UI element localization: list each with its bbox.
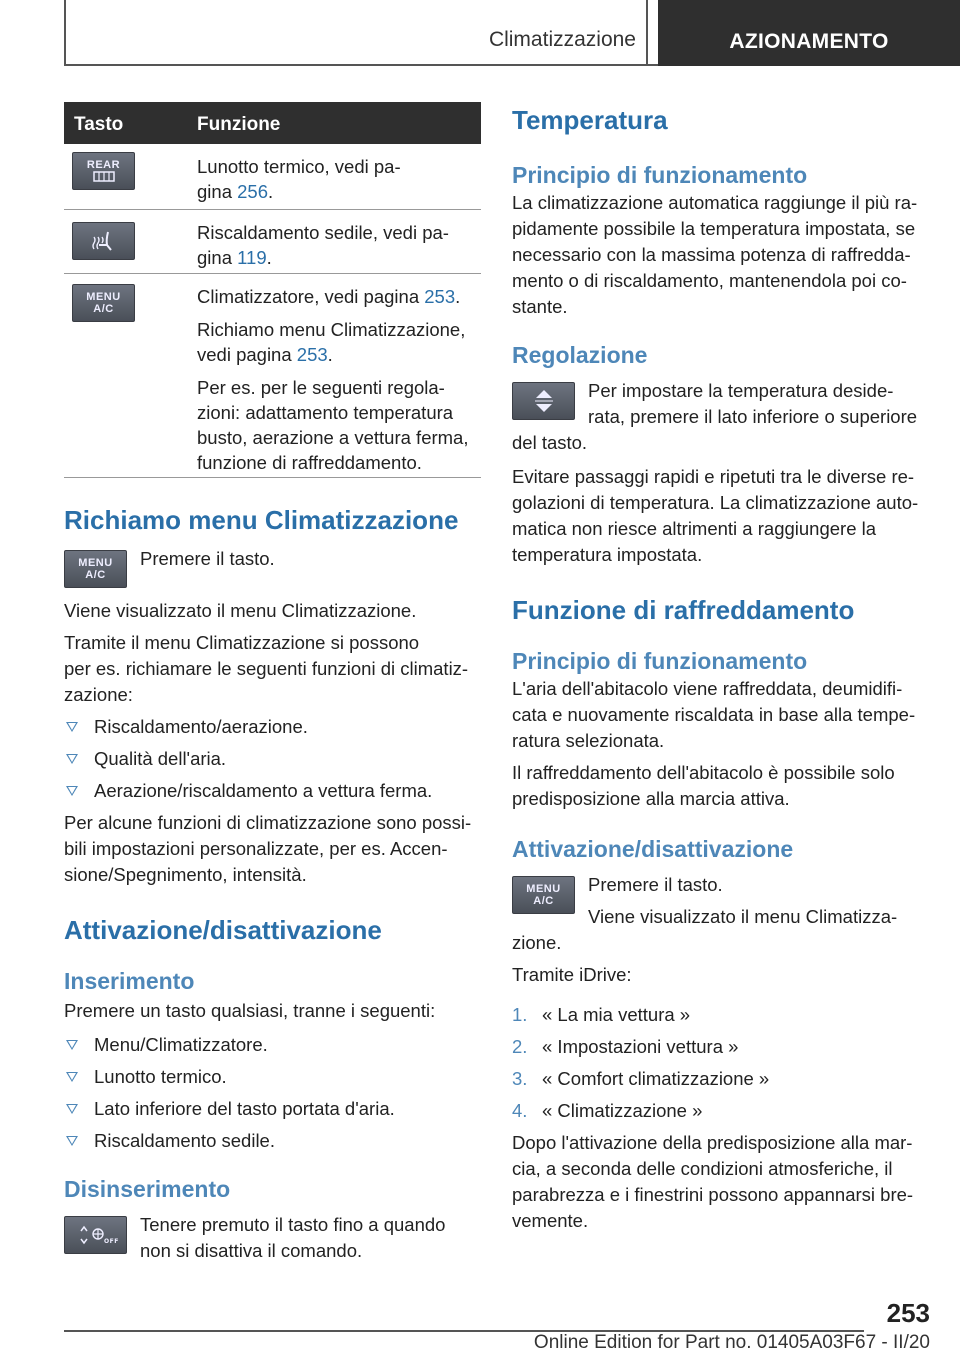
table-header-key: Tasto [74, 114, 124, 135]
step-number: 1. [512, 1004, 528, 1025]
cooling-text [512, 676, 932, 754]
table-header-function: Funzione [197, 114, 281, 135]
list-item [512, 1098, 932, 1124]
row3-p2-end: . [327, 344, 333, 365]
menu-p2a: Tramite il menu Climatizzazione si possono [64, 632, 420, 653]
heading-insert: Inserimento [64, 968, 195, 994]
bullet-triangle-icon [66, 1136, 78, 1146]
menu-p3 [64, 810, 481, 888]
menu-p3a: Per alcune funzioni di climatizzazione sono possi- [64, 812, 472, 833]
list-item [64, 714, 481, 740]
disable-text-a: Tenere premuto il tasto fino a quando [140, 1214, 446, 1235]
edition-text: Online Edition for Part no. 01405A03F67 - II/20 [533, 1332, 930, 1353]
menu-press-block [64, 546, 481, 592]
list-item [64, 778, 481, 804]
list-item [64, 1064, 481, 1090]
list-item [64, 746, 481, 772]
svg-text:OFF: OFF [103, 1238, 119, 1245]
step-text: « La mia vettura » [542, 1004, 691, 1025]
princ-b: pidamente possibile la temperatura impostata, se [512, 218, 916, 239]
principle-text [512, 190, 932, 320]
row2-text-a: Riscaldamento sedile, vedi pa- [197, 222, 449, 243]
bullet-triangle-icon [66, 1072, 78, 1082]
reg-a: Per impostare la temperatura deside- [588, 380, 894, 401]
att-b: Viene visualizzato il menu Climatizza- [588, 906, 898, 927]
end-c: parabrezza e i finestrini possono appannarsi bre- [512, 1184, 914, 1205]
raff-c: ratura selezionata. [512, 730, 665, 751]
regulation-text [512, 378, 932, 456]
reg2-c: matica non riesce altrimenti a raggiungere la [512, 518, 877, 539]
menu-ac-button-icon: MENU A/C [72, 284, 135, 322]
att-c: zione. [512, 932, 562, 953]
raff2-a: Il raffreddamento dell'abitacolo è possibile solo [512, 762, 895, 783]
list-item-text: Menu/Climatizzatore. [94, 1034, 268, 1055]
menu-p2c: zazione: [64, 684, 133, 705]
end-d: vemente. [512, 1210, 589, 1231]
row3-p1: Climatizzatore, vedi pagina [197, 286, 425, 307]
list-item [512, 1066, 932, 1092]
activation-text [512, 872, 932, 898]
header-right-rule [646, 0, 648, 66]
table-row [64, 144, 481, 210]
step-text: « Impostazioni vettura » [542, 1036, 739, 1057]
list-item-text: Lato inferiore del tasto portata d'aria. [94, 1098, 395, 1119]
list-item [64, 1128, 481, 1154]
seat-heating-button-icon [72, 222, 135, 260]
list-item-text: Aerazione/riscaldamento a vettura ferma. [94, 780, 433, 801]
step-number: 3. [512, 1068, 528, 1089]
list-item-text: Riscaldamento sedile. [94, 1130, 275, 1151]
menu-ac-key-icon: MENU A/C [64, 550, 127, 588]
row3-p3c: busto, aerazione a vettura ferma, [197, 427, 469, 448]
list-item [64, 1032, 481, 1058]
regulation-block [512, 378, 932, 456]
disable-block [64, 1212, 481, 1268]
list-item [64, 1096, 481, 1122]
raff-b: cata e nuovamente riscaldata in base alla tempe- [512, 704, 916, 725]
bullet-triangle-icon [66, 786, 78, 796]
heading-menu: Richiamo menu Climatizzazione [64, 505, 459, 535]
cooling-text-2 [512, 760, 932, 812]
princ-d: mento o di riscaldamento, mantenendola poi co- [512, 270, 907, 291]
list-item [512, 1034, 932, 1060]
row1-text-a: Lunotto termico, vedi pa- [197, 156, 401, 177]
att-a: Premere il tasto. [588, 874, 723, 895]
princ-e: stante. [512, 296, 568, 317]
row1-text-b: gina [197, 181, 238, 202]
row3-p3: Per es. per le seguenti regola- [197, 377, 445, 398]
heading-principle-2: Principio di funzionamento [512, 648, 808, 674]
menu-p3b: bili impostazioni personalizzate, per es. Accen- [64, 838, 448, 859]
step-number: 4. [512, 1100, 528, 1121]
activation-block [512, 872, 932, 956]
raff2-b: predisposizione alla marcia attiva. [512, 788, 790, 809]
menu-p2 [64, 630, 481, 708]
menu-ac-key-icon: MENU A/C [512, 876, 575, 914]
temperature-rocker-key-icon [512, 382, 575, 420]
row2-text-b: gina [197, 247, 238, 268]
step-number: 2. [512, 1036, 528, 1057]
row3-p1-end: . [455, 286, 461, 307]
princ-c: necessario con la massima potenza di raffredda- [512, 244, 911, 265]
step-text: « Climatizzazione » [542, 1100, 703, 1121]
bullet-triangle-icon [66, 722, 78, 732]
list-item-text: Riscaldamento/aerazione. [94, 716, 308, 737]
list-item-text: Lunotto termico. [94, 1066, 227, 1087]
table-header [64, 102, 481, 144]
row3-p3d: funzione di raffreddamento. [197, 452, 422, 473]
page-link-256[interactable]: 256 [237, 181, 268, 202]
rear-defrost-button-icon: REAR [72, 152, 135, 190]
reg2-a: Evitare passaggi rapidi e ripetuti tra le diverse re- [512, 466, 915, 487]
activation-text-2 [512, 904, 932, 956]
heading-activation-2: Attivazione/disattivazione [512, 836, 794, 862]
page-link-119[interactable]: 119 [237, 247, 267, 268]
menu-press-text: Premere il tasto. [140, 548, 275, 569]
right-column [512, 100, 932, 1234]
page-number: 253 [886, 1298, 930, 1328]
heading-principle: Principio di funzionamento [512, 162, 808, 188]
row3-p2b: vedi pagina [197, 344, 297, 365]
header-chapter: AZIONAMENTO [658, 0, 960, 66]
reg2-b: golazioni di temperatura. La climatizzazione auto- [512, 492, 919, 513]
row3-p2a: Richiamo menu Climatizzazione, [197, 319, 466, 340]
final-text [512, 1130, 932, 1234]
table-row [64, 210, 481, 274]
row3-p3b: zioni: adattamento temperatura [197, 402, 454, 423]
end-a: Dopo l'attivazione della predisposizione alla mar- [512, 1132, 913, 1153]
heading-regulation: Regolazione [512, 342, 648, 368]
idrive-text: Tramite iDrive: [512, 964, 632, 985]
heading-temperature: Temperatura [512, 105, 668, 135]
heading-activation: Attivazione/disattivazione [64, 915, 382, 945]
raff-a: L'aria dell'abitacolo viene raffreddata, deumidifi- [512, 678, 903, 699]
table-row [64, 274, 481, 478]
header-section: Climatizzazione [488, 28, 636, 51]
page-link-253[interactable]: 253 [296, 344, 328, 365]
reg-c: del tasto. [512, 432, 588, 453]
row1-end: . [268, 181, 274, 202]
heading-disable: Disinserimento [64, 1176, 231, 1202]
regulation-text-2 [512, 464, 932, 568]
menu-p3c: sione/Spegnimento, intensità. [64, 864, 307, 885]
heading-cooling: Funzione di raffreddamento [512, 595, 855, 625]
reg2-d: temperatura impostata. [512, 544, 703, 565]
disable-text-b: non si disattiva il comando. [140, 1240, 363, 1261]
insert-text: Premere un tasto qualsiasi, tranne i seguenti: [64, 1000, 436, 1021]
menu-p2b: per es. richiamare le seguenti funzioni di climatiz- [64, 658, 469, 679]
list-item [512, 1002, 932, 1028]
row2-end: . [266, 247, 272, 268]
step-text: « Comfort climatizzazione » [542, 1068, 770, 1089]
bullet-triangle-icon [66, 1104, 78, 1114]
header-left-rule [64, 0, 66, 66]
bullet-triangle-icon [66, 1040, 78, 1050]
bullet-triangle-icon [66, 754, 78, 764]
list-item-text: Qualità dell'aria. [94, 748, 227, 769]
end-b: cia, a seconda delle condizioni atmosferiche, il [512, 1158, 893, 1179]
princ-a: La climatizzazione automatica raggiunge il più ra- [512, 192, 918, 213]
menu-p1: Viene visualizzato il menu Climatizzazione. [64, 600, 417, 621]
page-link-253[interactable]: 253 [424, 286, 456, 307]
reg-b: rata, premere il lato inferiore o superiore [588, 406, 918, 427]
fan-off-key-icon [64, 1216, 127, 1254]
left-column [64, 102, 481, 1268]
